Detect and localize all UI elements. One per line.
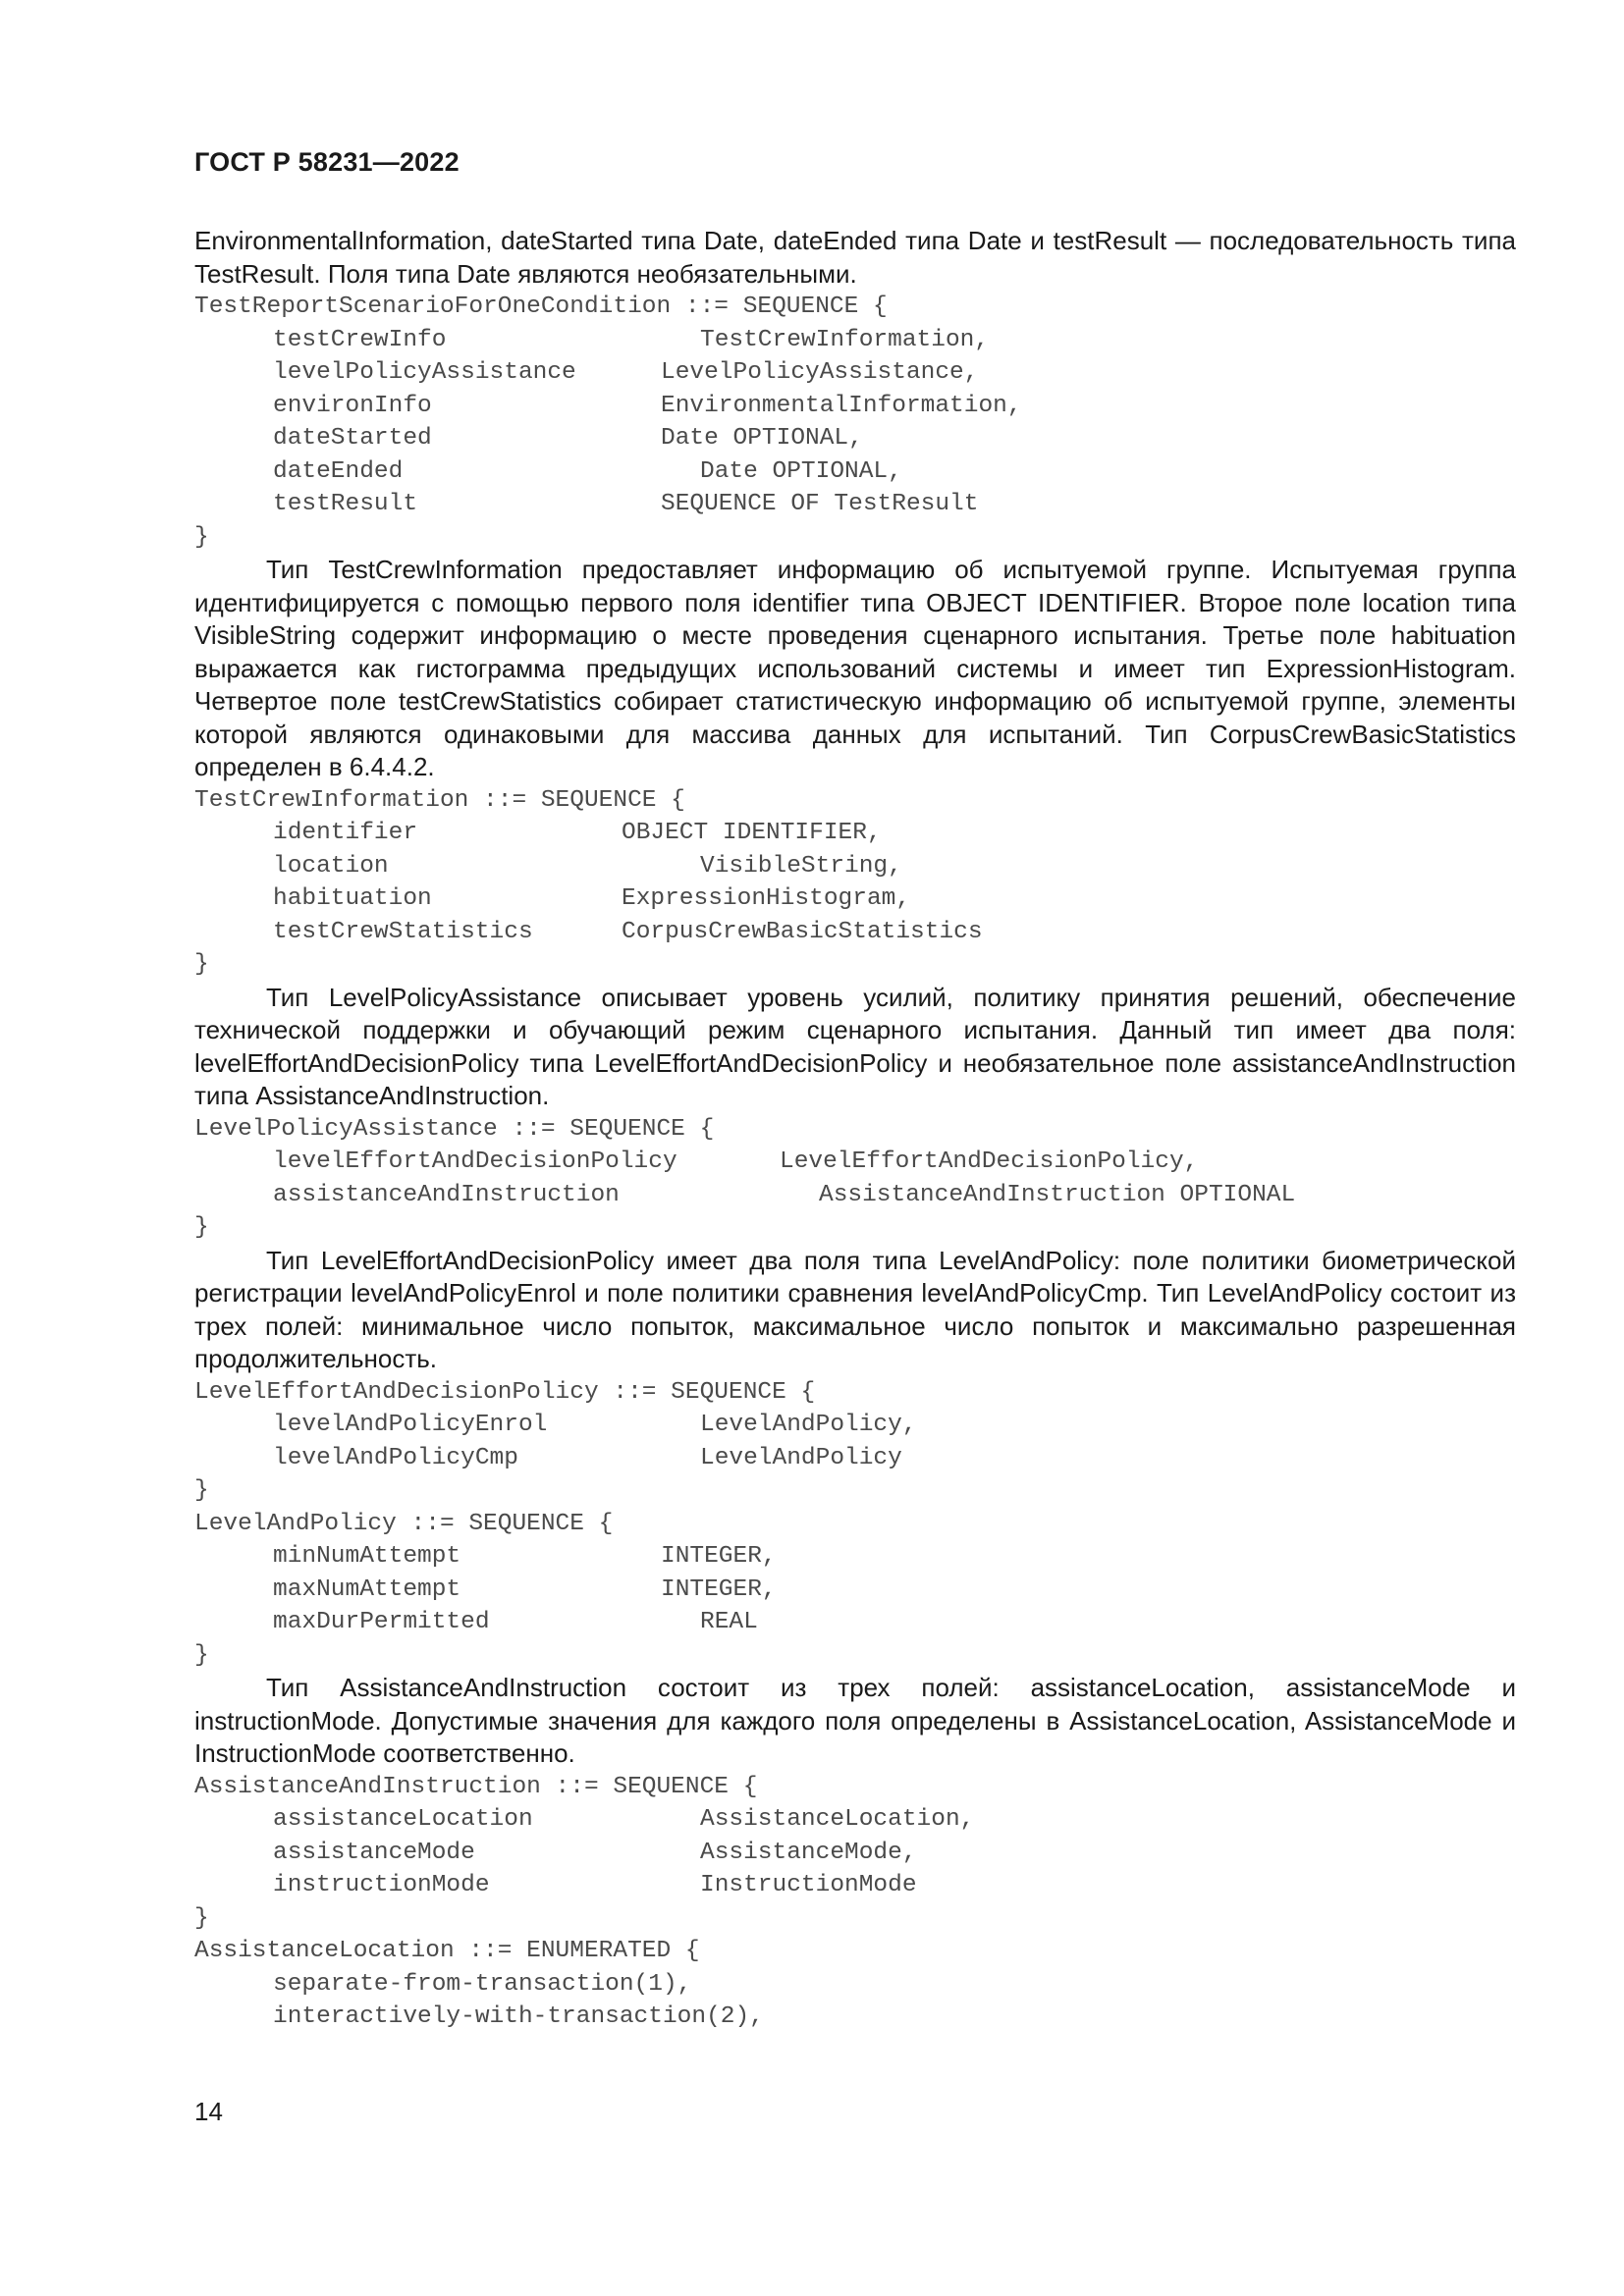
field-type: TestCrewInformation,	[700, 326, 990, 353]
field-type: CorpusCrewBasicStatistics	[622, 918, 983, 945]
field-name: environInfo	[273, 392, 432, 419]
field-name: maxNumAttempt	[273, 1575, 461, 1603]
code-field-row	[194, 1442, 1516, 1475]
enum-item: separate-from-transaction(1),	[273, 1970, 692, 1998]
field-type: INTEGER,	[661, 1575, 777, 1603]
field-name: levelPolicyAssistance	[273, 359, 576, 386]
code-line: AssistanceLocation ::= ENUMERATED {	[194, 1938, 700, 1964]
field-name: levelAndPolicyCmp	[273, 1444, 518, 1471]
field-name: testCrewStatistics	[273, 918, 533, 945]
code-line: }	[194, 1477, 209, 1504]
field-name: assistanceMode	[273, 1839, 475, 1866]
field-name: identifier	[273, 820, 418, 846]
paragraph-level-policy-assistance: Тип LevelPolicyAssistance описывает уровень усилий, политику принятия решений, обеспечение технической поддержки и обучающий режим сценарного испытания. Данный тип имеет два поля: levelEffortAndDecisionPolicy типа LevelEffortAndDecisionPolicy и необязательное поле assistanceAndInstruction типа AssistanceAndInstruction.	[194, 982, 1516, 1110]
code-field-row	[194, 1606, 1516, 1639]
code-field-row	[194, 1540, 1516, 1574]
field-type: REAL	[700, 1609, 758, 1635]
code-line: }	[194, 1904, 209, 1932]
code-field-row	[194, 1146, 1516, 1179]
code-field-row	[194, 455, 1516, 489]
code-block-level-and-policy	[194, 1508, 1516, 1673]
field-name: location	[273, 852, 389, 880]
page-content	[194, 225, 1516, 2034]
code-line: TestReportScenarioForOneCondition ::= SEQUENCE {	[194, 294, 888, 320]
field-type: LevelPolicyAssistance,	[661, 359, 979, 386]
field-name: habituation	[273, 885, 432, 912]
field-name: testCrewInfo	[273, 326, 447, 353]
field-name: minNumAttempt	[273, 1543, 461, 1570]
code-block-assistance-location	[194, 1935, 1516, 2034]
code-block-test-report-scenario	[194, 291, 1516, 554]
code-block-level-effort-decision-policy	[194, 1376, 1516, 1508]
code-block-test-crew-information	[194, 784, 1516, 982]
code-line: LevelEffortAndDecisionPolicy ::= SEQUENCE {	[194, 1378, 816, 1406]
field-name: maxDurPermitted	[273, 1609, 490, 1635]
field-name: testResult	[273, 491, 418, 517]
code-field-row	[194, 817, 1516, 850]
code-line: LevelAndPolicy ::= SEQUENCE {	[194, 1510, 614, 1537]
field-name: instructionMode	[273, 1872, 490, 1898]
field-name: dateEnded	[273, 457, 404, 485]
code-field-row	[194, 1837, 1516, 1870]
field-type: InstructionMode	[700, 1872, 917, 1898]
field-name: assistanceLocation	[273, 1806, 533, 1833]
code-block-assistance-and-instruction	[194, 1771, 1516, 1936]
field-type: VisibleString,	[700, 852, 902, 880]
field-type: LevelEffortAndDecisionPolicy,	[780, 1148, 1199, 1175]
code-field-row	[194, 882, 1516, 916]
field-type: AssistanceAndInstruction OPTIONAL	[819, 1181, 1296, 1208]
code-field-row	[194, 390, 1516, 423]
code-field-row	[194, 324, 1516, 357]
code-line: }	[194, 523, 209, 551]
page-number: 14	[194, 2097, 223, 2126]
code-block-level-policy-assistance	[194, 1113, 1516, 1245]
field-type: AssistanceMode,	[700, 1839, 917, 1866]
code-field-row	[194, 850, 1516, 883]
code-line: }	[194, 1214, 209, 1241]
code-line: AssistanceAndInstruction ::= SEQUENCE {	[194, 1773, 758, 1800]
field-type: ExpressionHistogram,	[622, 885, 911, 912]
field-type: OBJECT IDENTIFIER,	[622, 820, 882, 846]
document-header: ГОСТ Р 58231—2022	[194, 147, 460, 177]
paragraph-assistance-and-instruction: Тип AssistanceAndInstruction состоит из трех полей: assistanceLocation, assistanceMode и instructionMode. Допустимые значения для каждого поля определены в AssistanceLocation, AssistanceMode и InstructionMode соответственно.	[194, 1673, 1516, 1768]
field-type: Date OPTIONAL,	[661, 425, 863, 452]
field-type: Date OPTIONAL,	[700, 457, 902, 485]
code-line: TestCrewInformation ::= SEQUENCE {	[194, 786, 685, 814]
code-field-row	[194, 1803, 1516, 1837]
paragraph-intro: EnvironmentalInformation, dateStarted типа Date, dateEnded типа Date и testResult — последовательность типа TestResult. Поля типа Date являются необязательными.	[194, 226, 1516, 289]
field-name: dateStarted	[273, 425, 432, 452]
field-type: AssistanceLocation,	[700, 1806, 975, 1833]
field-type: LevelAndPolicy,	[700, 1412, 917, 1438]
code-field-row	[194, 422, 1516, 455]
code-line: }	[194, 951, 209, 978]
field-name: assistanceAndInstruction	[273, 1181, 620, 1208]
code-field-row	[194, 1574, 1516, 1607]
code-enum-row	[194, 2001, 1516, 2034]
code-field-row	[194, 1179, 1516, 1212]
code-field-row	[194, 488, 1516, 521]
code-field-row	[194, 1409, 1516, 1442]
code-line: LevelPolicyAssistance ::= SEQUENCE {	[194, 1115, 715, 1143]
code-enum-row	[194, 1968, 1516, 2002]
field-type: LevelAndPolicy	[700, 1444, 902, 1471]
code-field-row	[194, 1869, 1516, 1902]
field-type: INTEGER,	[661, 1543, 777, 1570]
code-line: }	[194, 1641, 209, 1669]
paragraph-test-crew-information: Тип TestCrewInformation предоставляет информацию об испытуемой группе. Испытуемая группа идентифицируется с помощью первого поля identifier типа OBJECT IDENTIFIER. Второе поле location типа VisibleString содержит информацию о месте проведения сценарного испытания. Третье поле habituation выражается как гистограмма предыдущих использований системы и имеет тип ExpressionHistogram. Четвертое поле testCrewStatistics собирает статистическую информацию об испытуемой группе, элементы которой являются одинаковыми для массива данных для испытаний. Тип CorpusCrewBasicStatistics определен в 6.4.4.2.	[194, 555, 1516, 781]
field-name: levelEffortAndDecisionPolicy	[273, 1148, 677, 1175]
enum-item: interactively-with-transaction(2),	[273, 2003, 764, 2030]
code-field-row	[194, 356, 1516, 390]
paragraph-level-effort-decision-policy: Тип LevelEffortAndDecisionPolicy имеет два поля типа LevelAndPolicy: поле политики биометрической регистрации levelAndPolicyEnrol и поле политики сравнения levelAndPolicyCmp. Тип LevelAndPolicy состоит из трех полей: минимальное число попыток, максимальное число попыток и максимально разрешенная продолжительность.	[194, 1245, 1516, 1373]
field-type: EnvironmentalInformation,	[661, 392, 1022, 419]
code-field-row	[194, 916, 1516, 949]
field-name: levelAndPolicyEnrol	[273, 1412, 548, 1438]
field-type: SEQUENCE OF TestResult	[661, 491, 979, 517]
